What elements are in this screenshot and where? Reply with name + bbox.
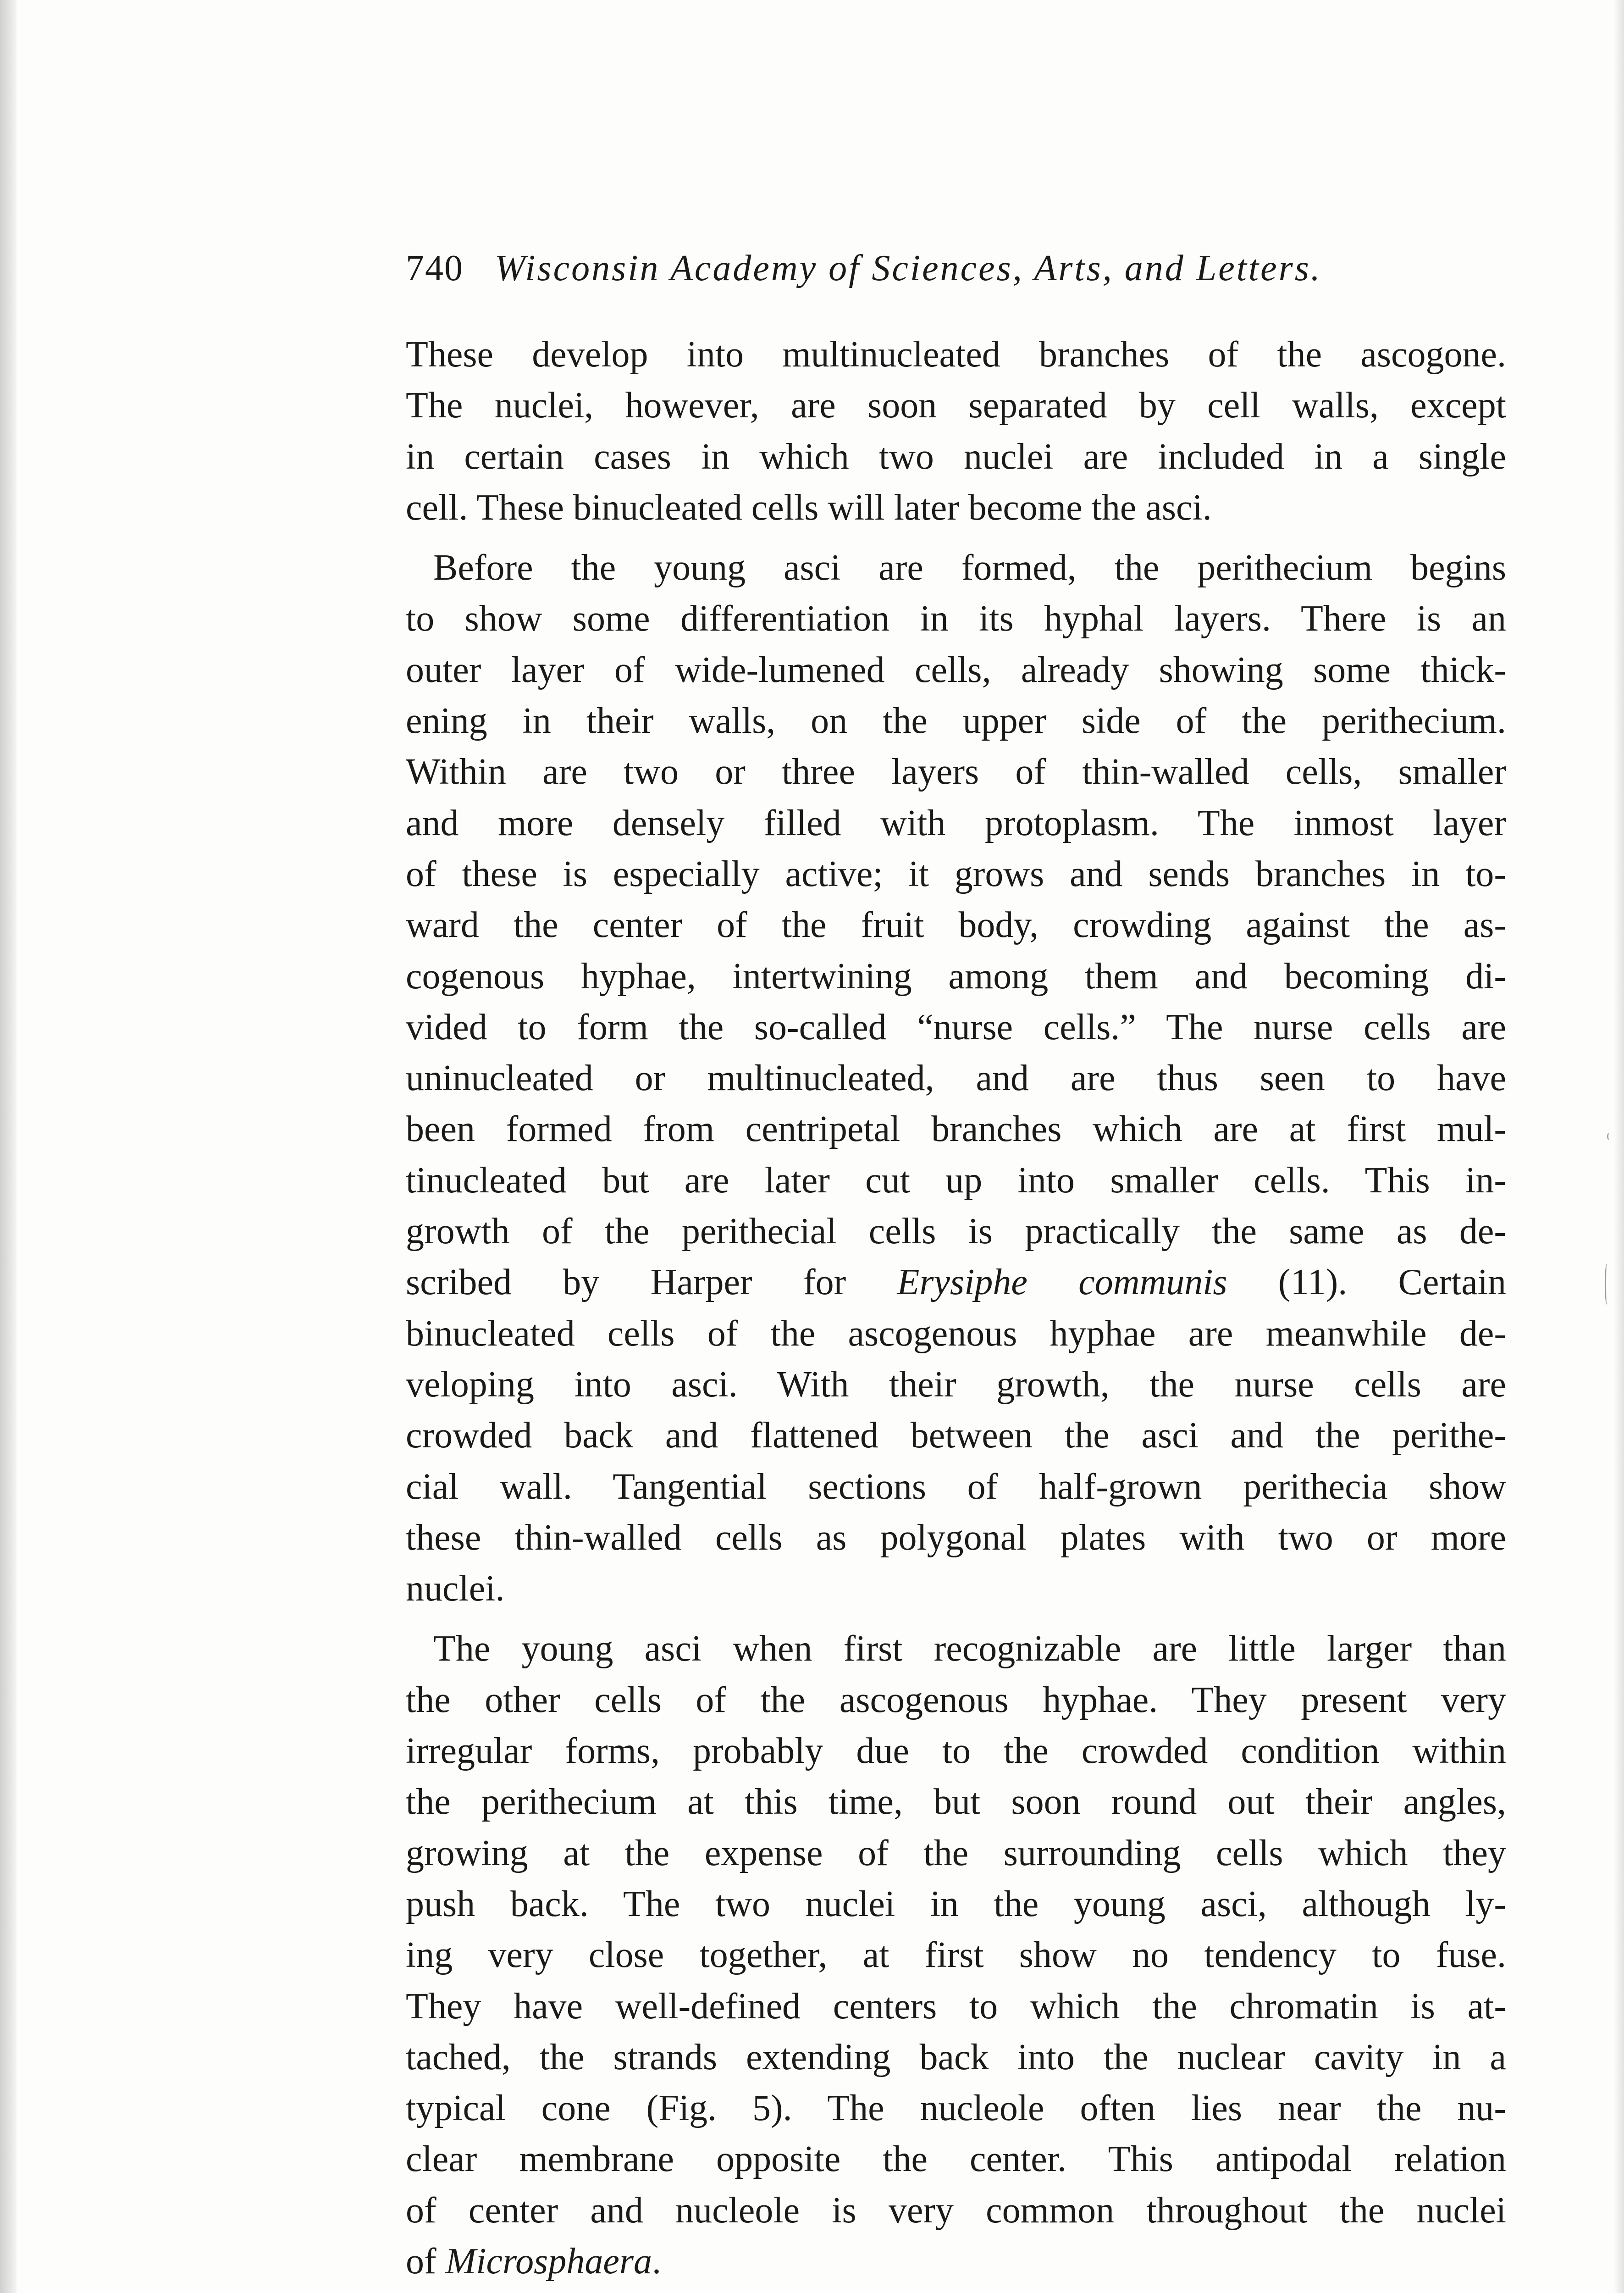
text-line: outer layer of wide-lumened cells, already showing some thick- — [406, 649, 1506, 690]
text-line: tinucleated but are later cut up into smaller cells. This in- — [406, 1160, 1506, 1201]
text-line: cell. These binucleated cells will later become the asci. — [406, 487, 1212, 528]
text-line: of center and nucleole is very common throughout the nuclei — [406, 2190, 1506, 2231]
text-line: veloping into asci. With their growth, the nurse cells are — [406, 1364, 1506, 1405]
text-line: been formed from centripetal branches which are at first mul- — [406, 1109, 1506, 1150]
margin-mark — [1605, 1263, 1609, 1305]
text-line: cogenous hyphae, intertwining among them and becoming di- — [406, 956, 1506, 997]
text-segment: scribed by Harper for — [406, 1262, 897, 1303]
text-line: tached, the strands extending back into the nuclear cavity in a — [406, 2037, 1506, 2077]
text-line: growth of the perithecial cells is practically the same as de- — [406, 1211, 1506, 1252]
text-segment: (11). Certain — [1227, 1262, 1507, 1303]
italic-term: Erysiphe communis — [897, 1262, 1227, 1303]
text-line: Before the young asci are formed, the perithecium begins — [433, 548, 1506, 588]
text-line: and more densely filled with protoplasm. The inmost layer — [406, 803, 1506, 843]
italic-term: Microsphaera — [445, 2241, 652, 2282]
text-segment: of — [406, 2241, 446, 2282]
text-line: to show some differentiation in its hyphal layers. There is an — [406, 598, 1506, 639]
text-line: uninucleated or multinucleated, and are thus seen to have — [406, 1058, 1506, 1099]
paragraph-gap — [406, 1614, 1506, 1623]
text-line: vided to form the so-called “nurse cells.” The nurse cells are — [406, 1007, 1506, 1047]
margin-mark — [1607, 1133, 1611, 1140]
text-line: the perithecium at this time, but soon round out their angles, — [406, 1782, 1506, 1822]
text-line: typical cone (Fig. 5). The nucleole often lies near the nu- — [406, 2088, 1506, 2129]
text-line: Within are two or three layers of thin-walled cells, smaller — [406, 752, 1506, 792]
text-line: these thin-walled cells as polygonal plates with two or more — [406, 1517, 1506, 1558]
running-title: Wisconsin Academy of Sciences, Arts, and Letters. — [495, 248, 1322, 288]
text-segment: . — [652, 2241, 661, 2282]
text-line: the other cells of the ascogenous hyphae. They present very — [406, 1679, 1506, 1720]
text-line: irregular forms, probably due to the crowded condition within — [406, 1731, 1506, 1772]
text-line: in certain cases in which two nuclei are included in a single — [406, 436, 1506, 477]
paragraph — [406, 543, 1506, 1614]
text-line: clear membrane opposite the center. This antipodal relation — [406, 2139, 1506, 2180]
text-line: cial wall. Tangential sections of half-grown perithecia show — [406, 1466, 1506, 1507]
text-line: binucleated cells of the ascogenous hyphae are meanwhile de- — [406, 1313, 1506, 1354]
text-line: These develop into multinucleated branches of the ascogone. — [406, 334, 1506, 375]
text-line: ing very close together, at first show no tendency to fuse. — [406, 1935, 1506, 1976]
paragraph — [406, 329, 1506, 533]
body-text — [406, 329, 1506, 2287]
text-line: ening in their walls, on the upper side of the perithecium. — [406, 701, 1506, 742]
text-line — [406, 2236, 1506, 2287]
text-line: They have well-defined centers to which the chromatin is at- — [406, 1986, 1506, 2027]
page-header — [406, 243, 1428, 294]
scan-left-edge-shadow — [0, 0, 17, 2293]
text-line: The nuclei, however, are soon separated by cell walls, except — [406, 385, 1506, 426]
text-line: push back. The two nuclei in the young asci, although ly- — [406, 1883, 1506, 1924]
text-line: growing at the expense of the surrounding cells which they — [406, 1833, 1506, 1873]
text-line: of these is especially active; it grows and sends branches in to- — [406, 853, 1506, 894]
scan-right-edge-shadow — [1614, 0, 1624, 2293]
paragraph — [406, 1623, 1506, 2287]
text-line: The young asci when first recognizable are little larger than — [433, 1628, 1506, 1669]
text-line: crowded back and flattened between the asci and the perithe- — [406, 1415, 1506, 1456]
paragraph-gap — [406, 533, 1506, 543]
text-line: nuclei. — [406, 1568, 505, 1609]
text-line: ward the center of the fruit body, crowding against the as- — [406, 905, 1506, 946]
page-number: 740 — [406, 248, 464, 288]
text-line — [406, 1257, 1506, 1308]
